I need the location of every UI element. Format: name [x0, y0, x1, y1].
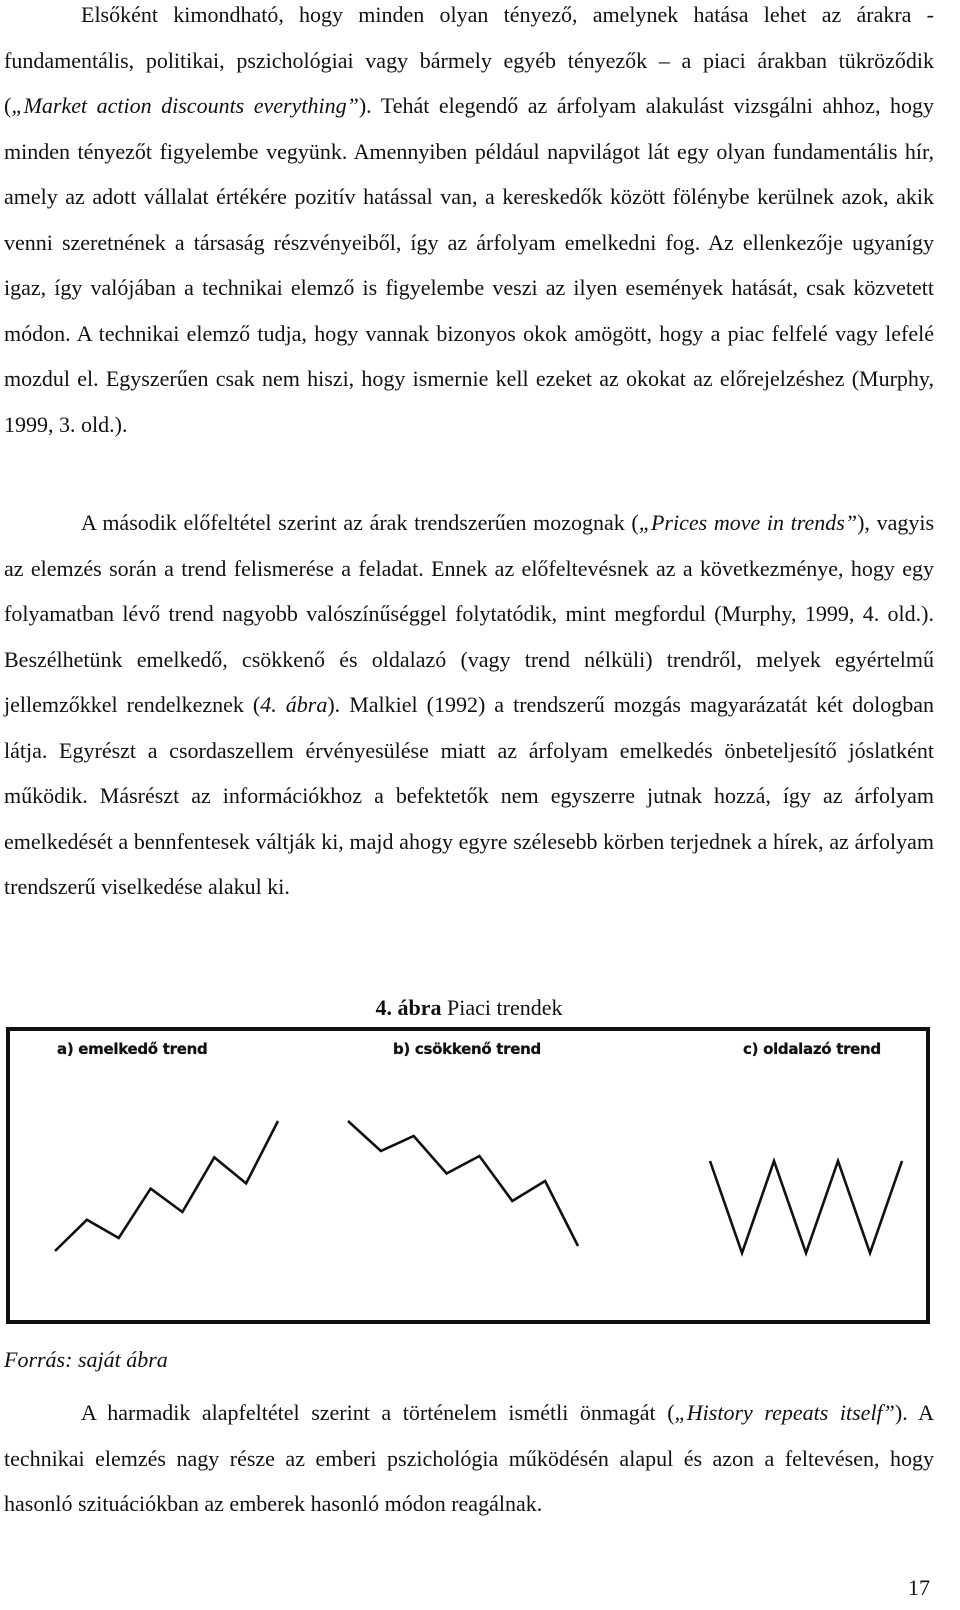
sideways-trend-line	[710, 1161, 902, 1253]
paragraph-3-italic: „History repeats itself”	[674, 1400, 895, 1425]
paragraph-3-text-b: ). A technikai elemzés nagy része az emberi pszichológia működésén alapul és azon a feltevésen, hogy hasonló szituációkban az emberek hasonló módon reagálnak.	[4, 1400, 934, 1516]
figure-caption	[4, 993, 934, 1023]
paragraph-2	[4, 500, 934, 910]
paragraph-1	[4, 0, 934, 447]
panel-label-sideways: c) oldalazó trend	[743, 1040, 881, 1058]
trend-chart	[10, 1031, 926, 1320]
figure-title: Piaci trendek	[447, 995, 563, 1020]
page-number: 17	[908, 1575, 930, 1600]
paragraph-3	[4, 1390, 934, 1527]
falling-trend-line	[348, 1121, 578, 1246]
paragraph-1-text-b: ). Tehát elegendő az árfolyam alakulást vizsgálni ahhoz, hogy minden tényezőt figyelembe vegyünk. Amennyiben például napvilágot lát egy olyan fundamentális hír, amely az adott vállalat értékére pozitív hatással van, a kereskedők között fölénybe kerülnek azok, akik venni szeretnének a társaság részvényeiből, így az árfolyam emelkedni fog. Az ellenkezője ugyanígy igaz, így valójában a technikai elemző is figyelembe veszi az ilyen események hatását, csak közvetett módon. A technikai elemző tudja, hogy vannak bizonyos okok amögött, hogy a piac felfelé vagy lefelé mozdul el. Egyszerűen csak nem hiszi, hogy ismernie kell ezeket az okokat az előrejelzéshez (Murphy, 1999, 3. old.).	[4, 93, 934, 437]
panel-label-falling: b) csökkenő trend	[393, 1040, 541, 1058]
rising-trend-line	[55, 1121, 278, 1251]
paragraph-2-text-a: A második előfeltétel szerint az árak trendszerűen mozognak (	[81, 510, 639, 535]
paragraph-1-text-a: Elsőként kimondható, hogy minden olyan tényező, amelynek hatása lehet az árakra - fundamentális, politikai, pszichológiai vagy bármely egyéb tényezők – a piaci árakban tükröződik (	[4, 2, 934, 118]
paragraph-3-text-a: A harmadik alapfeltétel szerint a történelem ismétli önmagát (	[81, 1400, 675, 1425]
figure-market-trends	[6, 1027, 930, 1324]
paragraph-2-italic-b: 4. ábra	[260, 692, 328, 717]
paragraph-2-italic-a: „Prices move in trends”	[638, 510, 858, 535]
figure-source: Forrás: saját ábra	[4, 1347, 168, 1372]
figure-number: 4. ábra	[375, 995, 442, 1020]
paragraph-2-text-b: ), vagyis az elemzés során a trend felismerése a feladat. Ennek az előfeltevésnek az a következménye, hogy egy folyamatban lévő trend nagyobb valószínűséggel folytatódik, mint megfordul (Murphy, 1999, 4. old.). Beszélhetünk emelkedő, csökkenő és oldalazó (vagy trend nélküli) trendről, melyek egyértelmű jellemzőkkel rendelkeznek (	[4, 510, 935, 717]
panel-label-rising: a) emelkedő trend	[57, 1040, 208, 1058]
paragraph-2-text-c: ). Malkiel (1992) a trendszerű mozgás magyarázatát két dologban látja. Egyrészt a csordaszellem érvényesülése miatt az árfolyam emelkedés önbeteljesítő jóslatként működik. Másrészt az információkhoz a befektetők nem egyszerre jutnak hozzá, így az árfolyam emelkedését a bennfentesek váltják ki, majd ahogy egyre szélesebb körben terjednek a hírek, az árfolyam trendszerű viselkedése alakul ki.	[4, 692, 935, 899]
paragraph-1-italic: „Market action discounts everything”	[11, 93, 359, 118]
